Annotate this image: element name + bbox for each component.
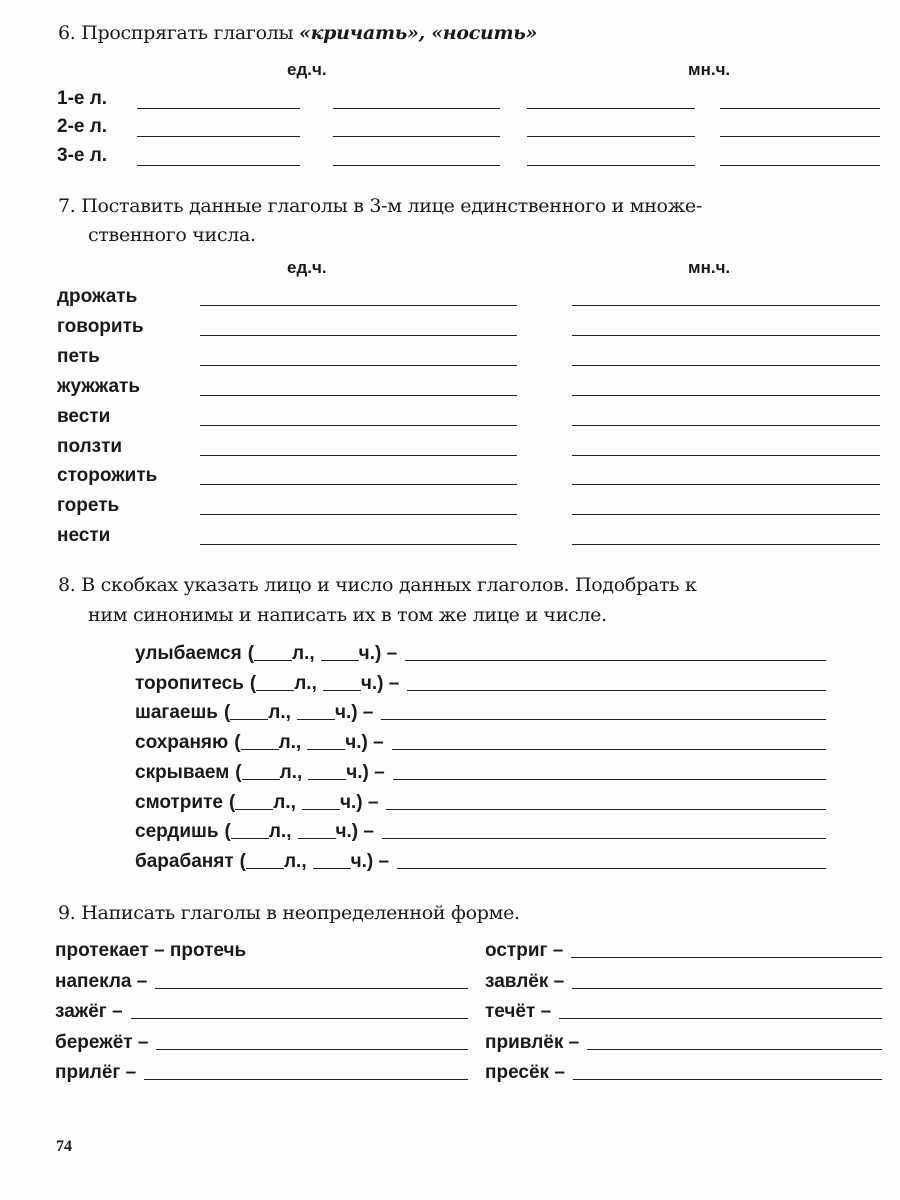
answer-line-sg[interactable] [200, 365, 517, 366]
answer-line-pl[interactable] [572, 395, 880, 396]
ex7-sg-header: ед.ч. [287, 258, 327, 277]
ex8-item [135, 643, 826, 665]
answer-line-pl[interactable] [572, 514, 880, 515]
ex9-verb: остриг – [485, 940, 564, 961]
answer-line[interactable] [333, 108, 500, 109]
number-label: ч.) – [335, 821, 374, 843]
synonym-line[interactable] [381, 719, 826, 720]
ex8-item [135, 673, 826, 695]
person-blank[interactable] [241, 749, 279, 750]
ex8-verb: торопитесь [135, 672, 244, 694]
answer-line-sg[interactable] [200, 484, 517, 485]
number-label: ч.) – [334, 702, 374, 724]
answer-line[interactable] [720, 165, 880, 166]
answer-line[interactable] [333, 136, 500, 137]
answer-line-sg[interactable] [200, 425, 517, 426]
ex8-item [135, 732, 826, 754]
ex9-verb: пресёк – [485, 1062, 565, 1084]
ex6-verbs: «кричать», «носить» [299, 22, 538, 44]
ex9-verb: завлёк – [485, 970, 565, 992]
answer-line-sg[interactable] [200, 514, 517, 515]
synonym-line[interactable] [393, 779, 826, 780]
answer-line-sg[interactable] [200, 455, 517, 456]
ex9-verb: зажёг – [55, 1001, 123, 1023]
ex6-pl-header: мн.ч. [688, 60, 731, 79]
ex8-item [135, 792, 826, 814]
ex7-title-line2: ственного числа. [88, 224, 256, 246]
answer-line-sg[interactable] [200, 305, 517, 306]
ex9-item [485, 1062, 882, 1084]
ex8-verb: улыбаемся [135, 643, 242, 664]
person-label: л., [273, 791, 296, 813]
ex6-person-label: 3-е л. [57, 145, 108, 166]
ex9-item [485, 940, 882, 962]
answer-line[interactable] [527, 136, 695, 137]
ex9-item [55, 1032, 468, 1054]
ex7-verb: гореть [57, 495, 120, 517]
number-blank[interactable] [297, 719, 335, 720]
number-label: ч.) – [360, 672, 400, 694]
ex7-verb: говорить [57, 315, 144, 337]
ex9-item [55, 971, 468, 993]
ex6-sg-header: ед.ч. [287, 60, 327, 79]
synonym-line[interactable] [392, 749, 826, 750]
ex8-item [135, 851, 826, 873]
ex9-verb: прилёг – [55, 1062, 137, 1084]
person-blank[interactable] [235, 809, 273, 810]
answer-line-sg[interactable] [200, 395, 517, 396]
ex9-verb: привлёк – [485, 1031, 580, 1053]
synonym-line[interactable] [405, 660, 826, 661]
number-label: ч.) – [350, 850, 390, 872]
ex7-verb: петь [57, 345, 100, 367]
person-blank[interactable] [254, 660, 292, 661]
answer-line[interactable] [137, 108, 300, 109]
number-blank[interactable] [302, 809, 340, 810]
ex9-item [485, 971, 882, 993]
ex7-verb: жужжать [57, 375, 140, 397]
person-blank[interactable] [256, 690, 294, 691]
answer-line[interactable] [720, 108, 880, 109]
person-label: л., [279, 761, 303, 783]
person-blank[interactable] [231, 838, 269, 839]
answer-line[interactable] [137, 165, 300, 166]
infinitive-line[interactable] [155, 988, 468, 989]
paren-open: ( [223, 702, 231, 724]
answer-line-pl[interactable] [572, 544, 880, 545]
ex8-title-line1: 8. В скобках указать лицо и число данных глаголов. Подобрать к [58, 574, 697, 596]
ex9-verb: напекла – [55, 970, 148, 992]
number-blank[interactable] [321, 660, 359, 661]
person-blank[interactable] [246, 868, 284, 869]
paren-open: ( [239, 850, 246, 872]
synonym-line[interactable] [397, 868, 826, 869]
ex7-verb: сторожить [57, 465, 158, 487]
ex9-item [485, 1032, 882, 1054]
ex8-verb: барабанят [135, 850, 234, 872]
answer-line-pl[interactable] [572, 365, 880, 366]
person-label: л., [294, 672, 317, 694]
ex8-verb: сердишь [135, 821, 219, 843]
ex7-pl-header: мн.ч. [688, 258, 731, 277]
paren-open: ( [247, 643, 255, 664]
answer-line-sg[interactable] [200, 335, 517, 336]
number-label: ч.) – [339, 791, 379, 813]
paren-open: ( [235, 761, 242, 783]
person-blank[interactable] [242, 779, 280, 780]
synonym-line[interactable] [386, 809, 826, 810]
ex9-item [485, 1001, 882, 1023]
person-blank[interactable] [230, 719, 268, 720]
answer-line-pl[interactable] [572, 484, 880, 485]
ex8-item [135, 762, 826, 784]
number-blank[interactable] [307, 749, 345, 750]
ex6-person-label: 2-е л. [57, 116, 108, 137]
number-blank[interactable] [313, 868, 351, 869]
answer-line[interactable] [527, 108, 695, 109]
infinitive-line[interactable] [572, 988, 882, 989]
infinitive-line[interactable] [587, 1049, 882, 1050]
ex7-verb: вести [57, 405, 111, 427]
paren-open: ( [224, 821, 231, 843]
ex8-verb: сохраняю [135, 732, 229, 754]
page-number: 74 [56, 1138, 72, 1155]
ex6-title-text: 6. Проспрягать глаголы [58, 22, 300, 44]
answer-line-pl[interactable] [572, 305, 880, 306]
number-blank[interactable] [323, 690, 361, 691]
ex9-verb: течёт – [485, 1001, 552, 1023]
number-blank[interactable] [308, 779, 346, 780]
ex9-item [55, 1001, 468, 1023]
ex9-item [55, 1062, 468, 1084]
answer-line[interactable] [527, 165, 695, 166]
ex8-item [135, 702, 826, 724]
number-label: ч.) – [346, 761, 385, 783]
ex7-title-line1: 7. Поставить данные глаголы в 3-м лице единственного и множе- [58, 195, 702, 217]
answer-line-pl[interactable] [572, 335, 880, 336]
ex6-title [58, 22, 537, 44]
person-label: л., [278, 732, 302, 754]
infinitive-line[interactable] [131, 1018, 468, 1019]
number-label: ч.) – [358, 643, 398, 664]
answer-line[interactable] [333, 165, 500, 166]
person-label: л., [268, 821, 292, 843]
answer-line-sg[interactable] [200, 544, 517, 545]
ex8-verb: смотрите [135, 791, 223, 813]
paren-open: ( [249, 672, 257, 694]
ex8-item [135, 821, 826, 843]
ex8-verb: скрываем [135, 761, 230, 783]
ex6-person-label: 1-е л. [57, 88, 108, 109]
number-blank[interactable] [298, 838, 336, 839]
ex9-verb: бережёт – [55, 1031, 149, 1053]
infinitive-line[interactable] [156, 1049, 468, 1050]
answer-line[interactable] [137, 136, 300, 137]
ex7-verb: дрожать [57, 286, 138, 307]
synonym-line[interactable] [382, 838, 826, 839]
infinitive-line[interactable] [571, 957, 882, 958]
person-label: л., [292, 643, 315, 664]
person-label: л., [268, 702, 291, 724]
ex9-title: 9. Написать глаголы в неопределенной форме. [58, 902, 520, 924]
infinitive-line[interactable] [573, 1079, 882, 1080]
infinitive-line[interactable] [144, 1079, 468, 1080]
ex8-verb: шагаешь [135, 702, 218, 724]
infinitive-line[interactable] [559, 1018, 882, 1019]
answer-line-pl[interactable] [572, 455, 880, 456]
ex8-title-line2: ним синонимы и написать их в том же лице и числе. [88, 604, 607, 626]
ex7-verb: ползти [57, 435, 123, 457]
ex9-example: протекает – протечь [55, 940, 247, 961]
paren-open: ( [228, 791, 236, 813]
synonym-line[interactable] [407, 690, 826, 691]
answer-line-pl[interactable] [572, 425, 880, 426]
ex7-verb: нести [57, 525, 111, 547]
paren-open: ( [234, 732, 241, 754]
number-label: ч.) – [345, 732, 384, 754]
answer-line[interactable] [720, 136, 880, 137]
person-label: л., [283, 850, 307, 872]
